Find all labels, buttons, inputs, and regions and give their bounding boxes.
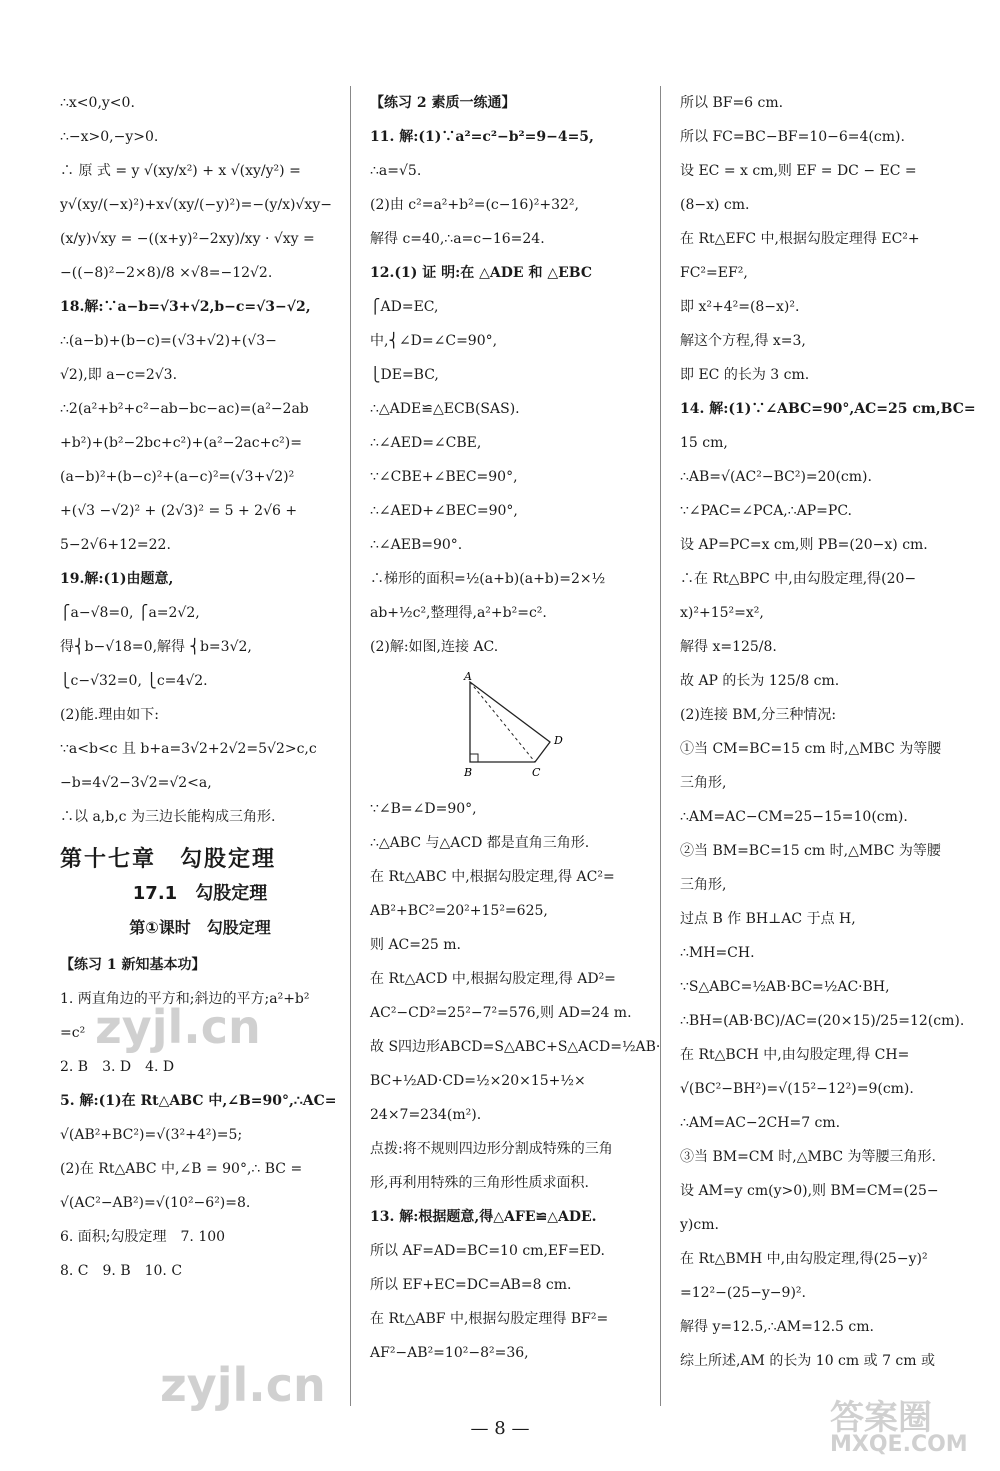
text-line: 在 Rt△ACD 中,根据勾股定理,得 AD²= (370, 971, 616, 987)
text-line: y√(xy/(−x)²)+x√(xy/(−y)²)=−(y/x)√xy− (60, 197, 332, 213)
text-line: ∴梯形的面积=½(a+b)(a+b)=2×½ (370, 571, 606, 587)
text-line: 所以 FC=BC−BF=10−6=4(cm). (680, 129, 905, 145)
text-line: AF²−AB²=10²−8²=36, (370, 1345, 529, 1361)
text-line: 解得 x=125/8. (680, 639, 777, 655)
text-line: 三角形, (680, 877, 727, 893)
text-line: ∴△ABC 与△ACD 都是直角三角形. (370, 835, 590, 851)
section-title: 17.1 勾股定理 (132, 883, 268, 904)
text-line: ∴MH=CH. (680, 945, 755, 961)
text-line: 则 AC=25 m. (370, 937, 461, 953)
solution-block (60, 86, 340, 834)
text-line: 11. 解:(1)∵a²=c²−b²=9−4=5, (370, 129, 594, 145)
text-line: AB²+BC²=20²+15²=625, (370, 903, 548, 919)
text-line: ⎧AD=EC, (370, 299, 439, 315)
text-line: 5. 解:(1)在 Rt△ABC 中,∠B=90°,∴AC= (60, 1093, 337, 1109)
text-line: ∴∠AEB=90°. (370, 537, 463, 553)
text-line: ∴BH=(AB·BC)/AC=(20×15)/25=12(cm). (680, 1013, 965, 1029)
practice-header: 【练习 2 素质一练通】 (370, 95, 516, 111)
text-line: ∵S△ABC=½AB·BC=½AC·BH, (680, 979, 890, 995)
column-divider (660, 86, 661, 1406)
text-line: 14. 解:(1)∵∠ABC=90°,AC=25 cm,BC= (680, 401, 976, 417)
text-line: ∴在 Rt△BPC 中,由勾股定理,得(20− (680, 571, 917, 587)
text-line: ∴∠AED+∠BEC=90°, (370, 503, 518, 519)
text-line: (2)解:如图,连接 AC. (370, 639, 499, 655)
text-line: 所以 BF=6 cm. (680, 95, 784, 111)
text-line: ∴−x>0,−y>0. (60, 129, 159, 145)
practice-header: 【练习 1 新知基本功】 (60, 957, 206, 973)
text-line: 在 Rt△ABC 中,根据勾股定理,得 AC²= (370, 869, 615, 885)
text-line: 中,⎨∠D=∠C=90°, (370, 333, 498, 349)
text-line: ∴ 原 式 = y √(xy/x²) + x √(xy/y²) = (60, 163, 301, 179)
text-line: ∴∠AED=∠CBE, (370, 435, 482, 451)
text-line: 故 AP 的长为 125/8 cm. (680, 673, 840, 689)
text-line: ∴以 a,b,c 为三边长能构成三角形. (60, 809, 276, 825)
text-line: 5−2√6+12=22. (60, 537, 171, 553)
text-line: 19.解:(1)由题意, (60, 571, 174, 587)
text-line: (8−x) cm. (680, 197, 750, 213)
text-line: AC²−CD²=25²−7²=576,则 AD=24 m. (370, 1005, 632, 1021)
text-line: 在 Rt△BMH 中,由勾股定理,得(25−y)² (680, 1251, 928, 1267)
text-line: 综上所述,AM 的长为 10 cm 或 7 cm 或 (680, 1353, 936, 1369)
text-line: ∴△ADE≌△ECB(SAS). (370, 401, 520, 417)
text-line: (2)能.理由如下: (60, 707, 159, 723)
text-line: ②当 BM=BC=15 cm 时,△MBC 为等腰 (680, 843, 941, 859)
text-line: ∵∠CBE+∠BEC=90°, (370, 469, 518, 485)
text-line: 13. 解:根据题意,得△AFE≌△ADE. (370, 1209, 597, 1225)
text-line: ∴AM=AC−2CH=7 cm. (680, 1115, 841, 1131)
fig-label-b: B (464, 766, 473, 779)
text-line: y)cm. (680, 1217, 719, 1233)
text-line: ∴AM=AC−CM=25−15=10(cm). (680, 809, 908, 825)
text-line: x)²+15²=x², (680, 605, 764, 621)
text-line: 所以 EF+EC=DC=AB=8 cm. (370, 1277, 572, 1293)
solution-block (370, 792, 661, 1370)
text-line: ∴(a−b)+(b−c)=(√3+√2)+(√3− (60, 333, 277, 349)
watermark: MXQE.COM (830, 1432, 968, 1457)
solution-block (370, 120, 650, 664)
text-line: ⎩DE=BC, (370, 367, 439, 383)
fig-label-a: A (464, 672, 472, 683)
column-2 (370, 86, 661, 1370)
chapter-title: 第十七章 勾股定理 (60, 847, 277, 872)
text-line: 在 Rt△EFC 中,根据勾股定理得 EC²+ (680, 231, 920, 247)
column-1 (60, 86, 340, 1288)
text-line: 8. C 9. B 10. C (60, 1263, 183, 1279)
text-line: ∴AB=√(AC²−BC²)=20(cm). (680, 469, 872, 485)
text-line: 在 Rt△BCH 中,由勾股定理,得 CH= (680, 1047, 910, 1063)
text-line: √2),即 a−c=2√3. (60, 367, 178, 383)
fig-label-d: D (554, 734, 563, 747)
text-line: (2)连接 BM,分三种情况: (680, 707, 837, 723)
text-line: FC²=EF², (680, 265, 748, 281)
text-line: =12²−(25−y−9)². (680, 1285, 806, 1301)
text-line: 解这个方程,得 x=3, (680, 333, 806, 349)
text-line: (2)由 c²=a²+b²=(c−16)²+32², (370, 197, 579, 213)
text-line: 设 AM=y cm(y>0),则 BM=CM=(25− (680, 1183, 939, 1199)
text-line: ⎩c−√32=0, ⎩c=4√2. (60, 673, 208, 689)
watermark: 答案圈 (830, 1398, 932, 1438)
text-line: 即 x²+4²=(8−x)². (680, 299, 800, 315)
text-line: 2. B 3. D 4. D (60, 1059, 175, 1075)
text-line: ∴x<0,y<0. (60, 95, 135, 111)
solution-block (680, 86, 976, 1378)
text-line: 24×7=234(m²). (370, 1107, 482, 1123)
text-line: 解得 c=40,∴a=c−16=24. (370, 231, 545, 247)
text-line: (x/y)√xy = −((x+y)²−2xy)/xy · √xy = (60, 231, 315, 247)
text-line: ab+½c²,整理得,a²+b²=c². (370, 605, 547, 621)
text-line: BC+½AD·CD=½×20×15+½× (370, 1073, 586, 1089)
text-line: ③当 BM=CM 时,△MBC 为等腰三角形. (680, 1149, 937, 1165)
text-line: 设 AP=PC=x cm,则 PB=(20−x) cm. (680, 537, 928, 553)
text-line: √(BC²−BH²)=√(15²−12²)=9(cm). (680, 1081, 914, 1097)
text-line: 故 S四边形ABCD=S△ABC+S△ACD=½AB· (370, 1039, 661, 1055)
column-3 (680, 86, 976, 1378)
text-line: ∵∠B=∠D=90°, (370, 801, 477, 817)
watermark: zyjl.cn (95, 1000, 261, 1054)
text-line: +(√3 −√2)² + (2√3)² = 5 + 2√6 + (60, 503, 298, 519)
text-line: 设 EC = x cm,则 EF = DC − EC = (680, 163, 917, 179)
text-line: (a−b)²+(b−c)²+(a−c)²=(√3+√2)² (60, 469, 295, 485)
text-line: 所以 AF=AD=BC=10 cm,EF=ED. (370, 1243, 605, 1259)
text-line: +b²)+(b²−2bc+c²)+(a²−2ac+c²)= (60, 435, 302, 451)
column-divider (350, 86, 351, 1406)
text-line: 15 cm, (680, 435, 728, 451)
text-line: 形,再利用特殊的三角形性质求面积. (370, 1175, 589, 1191)
text-line: ∴2(a²+b²+c²−ab−bc−ac)=(a²−2ab (60, 401, 309, 417)
text-line: ①当 CM=BC=15 cm 时,△MBC 为等腰 (680, 741, 942, 757)
quadrilateral-figure (450, 672, 650, 786)
text-line: 在 Rt△ABF 中,根据勾股定理得 BF²= (370, 1311, 609, 1327)
text-line: 过点 B 作 BH⊥AC 于点 H, (680, 911, 856, 927)
text-line: ⎧a−√8=0, ⎧a=2√2, (60, 605, 200, 621)
text-line: ∵a<b<c 且 b+a=3√2+2√2=5√2>c,c (60, 741, 317, 757)
text-line: 18.解:∵a−b=√3+√2,b−c=√3−√2, (60, 299, 311, 315)
text-line: 1. 两直角边的平方和;斜边的平方;a²+b² (60, 991, 310, 1007)
text-line: 点拨:将不规则四边形分割成特殊的三角 (370, 1141, 613, 1157)
text-line: √(AB²+BC²)=√(3²+4²)=5; (60, 1127, 243, 1143)
text-line: 6. 面积;勾股定理 7. 100 (60, 1229, 226, 1245)
text-line: −b=4√2−3√2=√2<a, (60, 775, 212, 791)
text-line: (2)在 Rt△ABC 中,∠B = 90°,∴ BC = (60, 1161, 303, 1177)
fig-label-c: C (532, 766, 541, 779)
text-line: 解得 y=12.5,∴AM=12.5 cm. (680, 1319, 874, 1335)
text-line: 即 EC 的长为 3 cm. (680, 367, 810, 383)
lesson-title: 第①课时 勾股定理 (129, 918, 271, 937)
watermark: zyjl.cn (160, 1358, 326, 1412)
text-line: 三角形, (680, 775, 727, 791)
text-line: −((−8)²−2×8)/8 ×√8=−12√2. (60, 265, 273, 281)
text-line: ∵∠PAC=∠PCA,∴AP=PC. (680, 503, 852, 519)
text-line: =c² (60, 1025, 86, 1041)
text-line: √(AC²−AB²)=√(10²−6²)=8. (60, 1195, 251, 1211)
text-line: 12.(1) 证 明:在 △ADE 和 △EBC (370, 265, 592, 281)
text-line: 得⎨b−√18=0,解得 ⎨b=3√2, (60, 639, 252, 655)
text-line: ∴a=√5. (370, 163, 422, 179)
page-number: — 8 — (470, 1418, 530, 1439)
